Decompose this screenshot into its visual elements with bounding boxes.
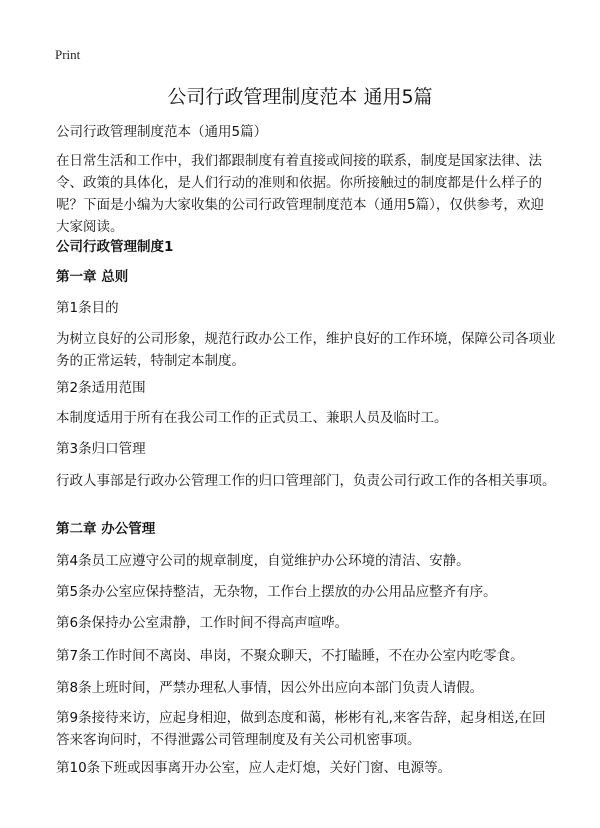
article-1-text: 为树立良好的公司形象，规范行政办公工作，维护良好的工作环境，保障公司各项业务的正常运转，特制定本制度。	[56, 331, 556, 369]
article-9: 第9条接待来访，应起身相迎，做到态度和蔼，彬彬有礼,来客告辞，起身相送,在回答来客询问时，不得泄露公司管理制度及有关公司机密事项。	[56, 710, 546, 748]
article-8: 第8条上班时间，严禁办理私人事情，因公外出应向本部门负责人请假。	[56, 680, 484, 696]
subtitle: 公司行政管理制度范本（通用5篇）	[56, 124, 268, 140]
article-6: 第6条保持办公室肃静，工作时间不得高声喧哗。	[56, 615, 349, 631]
article-2-text: 本制度适用于所有在我公司工作的正式员工、兼职人员及临时工。	[56, 410, 448, 426]
section-heading: 公司行政管理制度1	[56, 239, 174, 255]
chapter-heading-1: 第一章 总则	[56, 269, 129, 285]
intro-paragraph: 在日常生活和工作中，我们都跟制度有着直接或间接的联系，制度是国家法律、法令、政策的具体化，是人们行动的准则和依据。你所接触过的制度都是什么样子的呢？下面是小编为大家收集的公司行政管理制度范本（通用5篇），仅供参考，欢迎大家阅读。	[56, 153, 544, 235]
article-3-title: 第3条归口管理	[56, 441, 146, 457]
article-1-title: 第1条目的	[56, 300, 119, 316]
article-5: 第5条办公室应保持整洁，无杂物，工作台上摆放的办公用品应整齐有序。	[56, 584, 497, 600]
article-3-text: 行政人事部是行政办公管理工作的归口管理部门，负责公司行政工作的各相关事项。	[56, 473, 556, 489]
chapter-heading-2: 第二章 办公管理	[56, 521, 156, 537]
article-4: 第4条员工应遵守公司的规章制度，自觉维护办公环境的清洁、安静。	[56, 553, 470, 569]
page-title: 公司行政管理制度范本 通用5篇	[167, 86, 433, 108]
print-link[interactable]: Print	[55, 47, 81, 62]
article-7: 第7条工作时间不离岗、串岗，不聚众聊天，不打瞌睡，不在办公室内吃零食。	[56, 648, 524, 664]
article-10: 第10条下班或因事离开办公室，应人走灯熄，关好门窗、电源等。	[56, 760, 452, 776]
article-2-title: 第2条适用范围	[56, 380, 146, 396]
